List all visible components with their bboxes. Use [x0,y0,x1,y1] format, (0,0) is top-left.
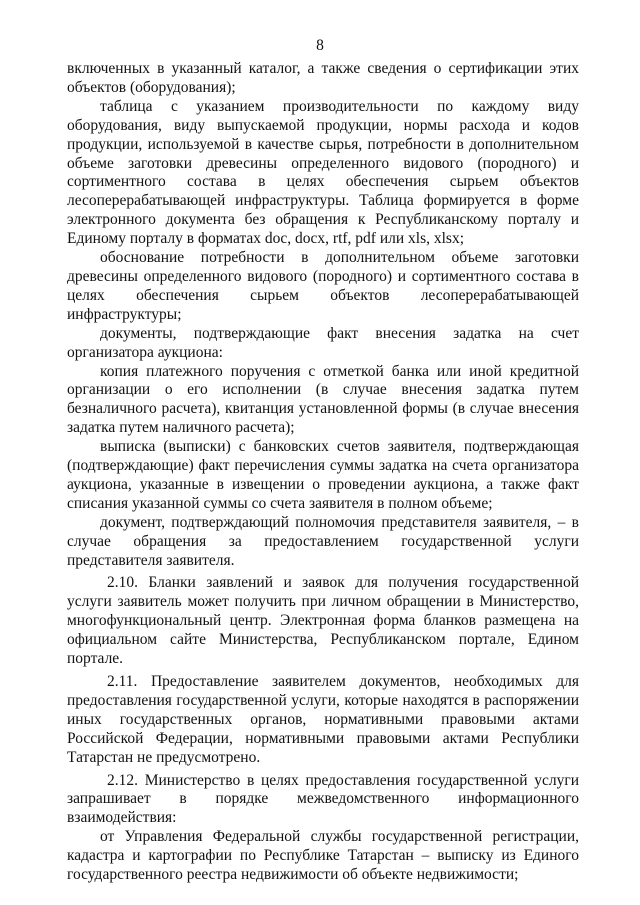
section-2-10: 2.10. Бланки заявлений и заявок для получения государственной услуги заявитель может получить при личном обращении в Министерство, многофункциональный центр. Электронная форма бланков размещена на официальном сайте Министерства, Республиканском портале, Едином портале. [67,574,579,668]
paragraph-justification: обоснование потребности в дополнительном объеме заготовки древесины определенного видового (породного) и сортиментного состава в целях обеспечения сырьем объектов лесоперерабатывающей инфраструктуры; [67,249,579,323]
paragraph-rosreestr-request: от Управления Федеральной службы государственной регистрации, кадастра и картографии по Республике Татарстан – выписку из Единого государственного реестра недвижимости об объекте недвижимости; [67,828,579,884]
paragraph-representative-authority: документ, подтверждающий полномочия представителя заявителя, – в случае обращения за предоставлением государственной услуги представителя заявителя. [67,513,579,569]
page-number: 8 [316,37,324,54]
section-2-11: 2.11. Предоставление заявителем документов, необходимых для предоставления государственной услуги, которые находятся в распоряжении иных государственных органов, нормативными правовыми актами Российской Федерации, нормативными правовыми актами Республики Татарстан не предусмотрено. [67,673,579,766]
document-body [67,60,579,885]
paragraph-deposit-documents: документы, подтверждающие факт внесения задатка на счет организатора аукциона: [67,324,579,361]
paragraph-bank-statement: выписка (выписки) с банковских счетов заявителя, подтверждающая (подтверждающие) факт перечисления суммы задатка на счета организатора аукциона, указанные в извещении о проведении аукциона, а также факт списания указанной суммы со счета заявителя в полном объеме; [67,438,579,512]
paragraph-payment-order-copy: копия платежного поручения с отметкой банка или иной кредитной организации о его исполнении (в случае внесения задатка путем безналичного расчета), квитанция установленной формы (в случае внесения задатка путем наличного расчета); [67,362,579,437]
paragraph-catalog-continuation: включенных в указанный каталог, а также сведения о сертификации этих объектов (оборудования); [67,60,579,96]
section-2-12: 2.12. Министерство в целях предоставления государственной услуги запрашивает в порядке межведомственного информационного взаимодействия: [67,771,579,827]
paragraph-equipment-table: таблица с указанием производительности по каждому виду оборудования, виду выпускаемой продукции, нормы расхода и кодов продукции, используемой в качестве сырья, потребности в дополнительном объеме заготовки древесины определенного видового (породного) и сортиментного состава в целях обеспечения сырьем объектов лесоперерабатывающей инфраструктуры. Таблица формируется в форме электронного документа без обращения к Республиканскому порталу и Единому порталу в форматах doc, docx, rtf, pdf или xls, xlsx; [67,97,579,248]
